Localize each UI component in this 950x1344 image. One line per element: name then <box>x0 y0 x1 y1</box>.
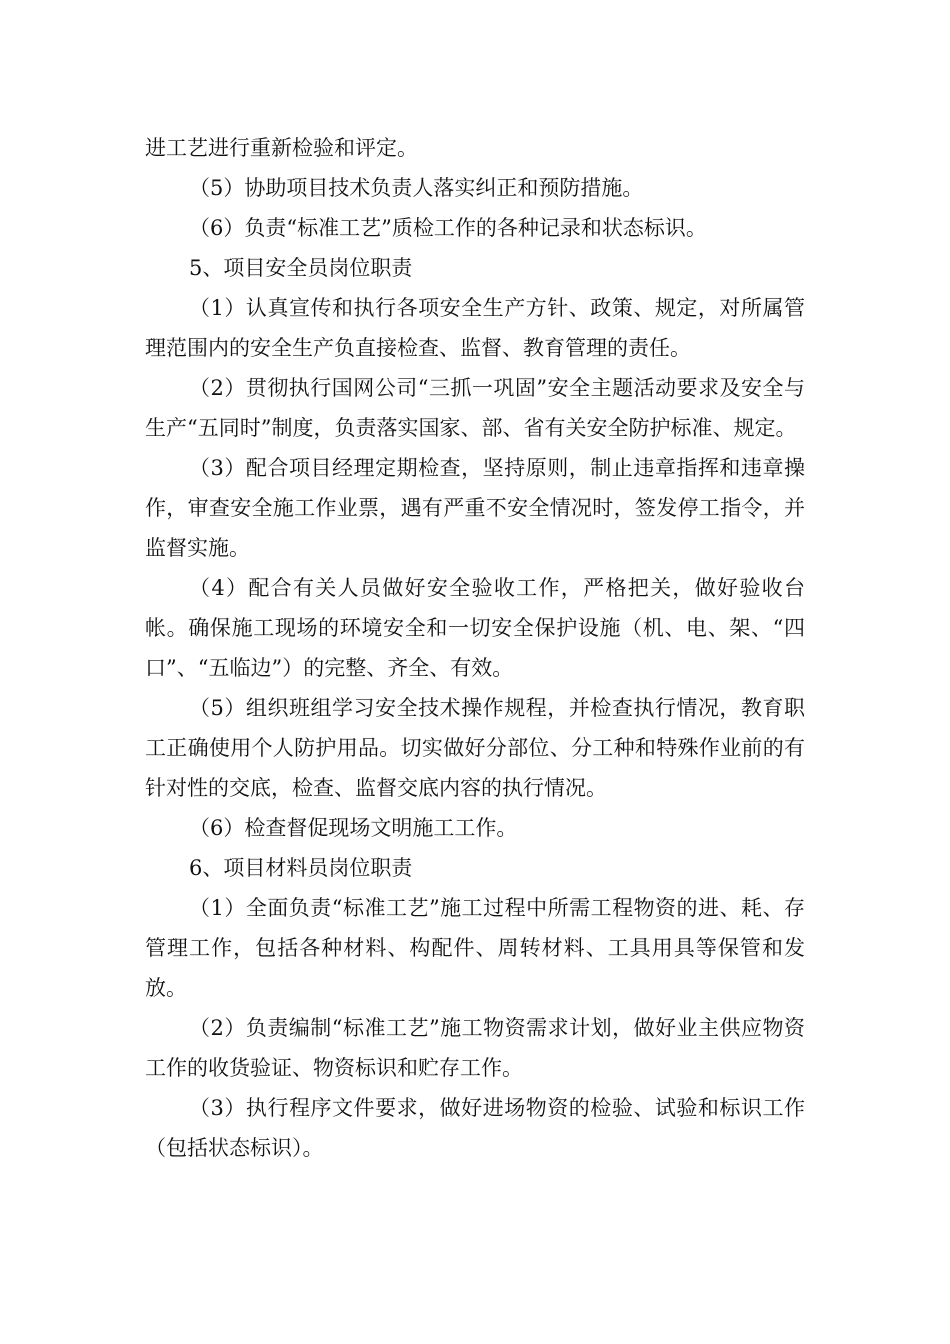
paragraph: （1）认真宣传和执行各项安全生产方针、政策、规定，对所属管理范围内的安全生产负直接检查、监督、教育管理的责任。 <box>145 296 805 360</box>
paragraph: （6）检查督促现场文明施工工作。 <box>189 816 518 840</box>
paragraph: （3）配合项目经理定期检查，坚持原则，制止违章指挥和违章操作，审查安全施工作业票，遇有严重不安全情况时，签发停工指令，并监督实施。 <box>145 456 805 560</box>
paragraph: （3）执行程序文件要求，做好进场物资的检验、试验和标识工作（包括状态标识）。 <box>145 1096 805 1160</box>
document-body <box>145 128 805 1168</box>
paragraph: （5）协助项目技术负责人落实纠正和预防措施。 <box>189 176 644 200</box>
section-heading: 5、项目安全员岗位职责 <box>189 256 413 280</box>
section-heading: 6、项目材料员岗位职责 <box>189 856 413 880</box>
paragraph: （5）组织班组学习安全技术操作规程，并检查执行情况，教育职工正确使用个人防护用品。切实做好分部位、分工种和特殊作业前的有针对性的交底，检查、监督交底内容的执行情况。 <box>145 696 805 800</box>
paragraph: （2）负责编制“标准工艺”施工物资需求计划，做好业主供应物资工作的收货验证、物资标识和贮存工作。 <box>145 1016 805 1080</box>
paragraph: （6）负责“标准工艺”质检工作的各种记录和状态标识。 <box>189 216 707 240</box>
paragraph: （2）贯彻执行国网公司“三抓一巩固”安全主题活动要求及安全与生产“五同时”制度，负责落实国家、部、省有关安全防护标准、规定。 <box>145 376 805 440</box>
paragraph: （1）全面负责“标准工艺”施工过程中所需工程物资的进、耗、存管理工作，包括各种材料、构配件、周转材料、工具用具等保管和发放。 <box>145 896 805 1000</box>
paragraph: （4）配合有关人员做好安全验收工作，严格把关，做好验收台帐。确保施工现场的环境安全和一切安全保护设施（机、电、架、“四口”、“五临边”）的完整、齐全、有效。 <box>145 576 805 680</box>
paragraph: 进工艺进行重新检验和评定。 <box>145 136 418 160</box>
